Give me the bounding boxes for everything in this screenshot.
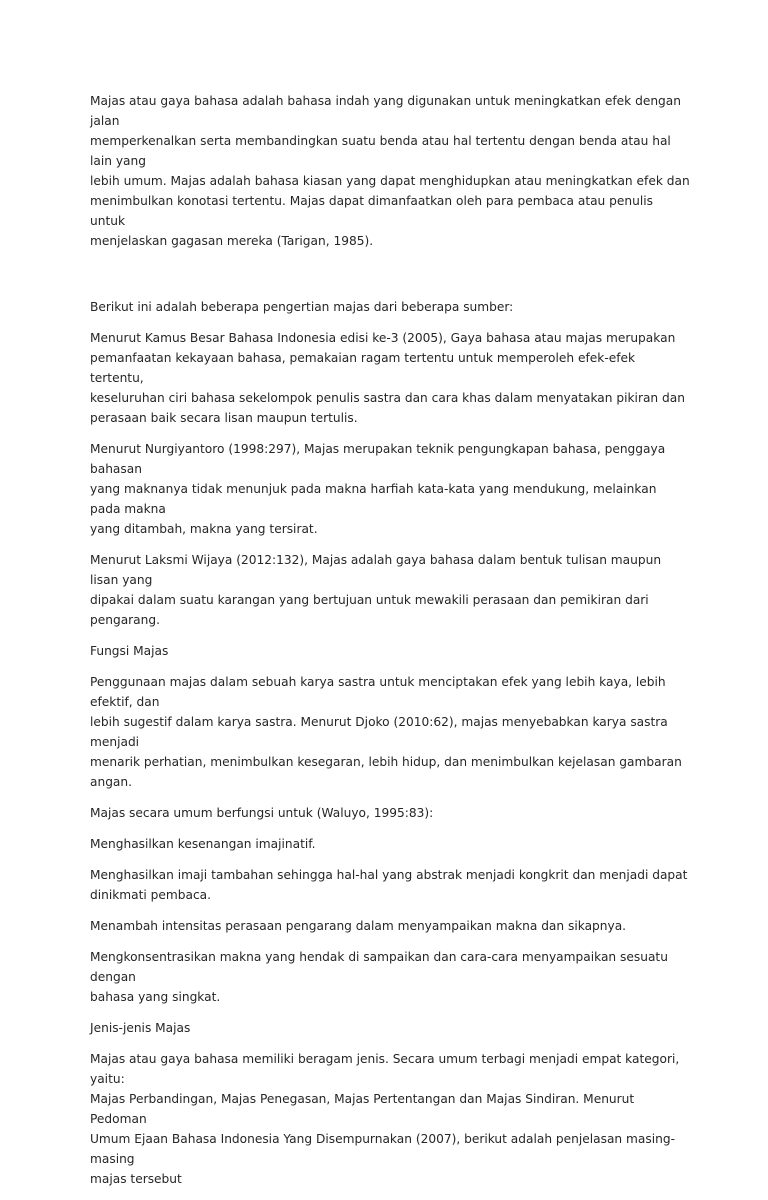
paragraph-jenis: Majas atau gaya bahasa memiliki beragam jenis. Secara umum terbagi menjadi empat kategori, yaitu: Majas Perbandingan, Majas Penegasan, Majas Pertentangan dan Majas Sindiran. Menurut Pedoman Umum Ejaan Bahasa Indonesia Yang Disempurnakan (2007), berikut adalah penjelasan masing-masing majas tersebut <box>90 1052 680 1186</box>
paragraph-function-4: Mengkonsentrasikan makna yang hendak di sampaikan dan cara-cara menyampaikan sesuatu dengan bahasa yang singkat. <box>90 950 668 1004</box>
document-page <box>90 91 690 1200</box>
paragraph-intro-sources: Berikut ini adalah beberapa pengertian majas dari beberapa sumber: <box>90 300 514 314</box>
paragraph-laksmi-wijaya: Menurut Laksmi Wijaya (2012:132), Majas adalah gaya bahasa dalam bentuk tulisan maupun lisan yang dipakai dalam suatu karangan yang bertujuan untuk mewakili perasaan dan pemikiran dari pengarang. <box>90 553 662 627</box>
paragraph-fungsi: Penggunaan majas dalam sebuah karya sastra untuk menciptakan efek yang lebih kaya, lebih efektif, dan lebih sugestif dalam karya sastra. Menurut Djoko (2010:62), majas menyebabkan karya sastra menjadi menarik perhatian, menimbulkan kesegaran, lebih hidup, dan menimbulkan kejelasan gambaran angan. <box>90 675 682 789</box>
paragraph-nurgiyantoro: Menurut Nurgiyantoro (1998:297), Majas merupakan teknik pengungkapan bahasa, penggaya bahasan yang maknanya tidak menunjuk pada makna harfiah kata-kata yang mendukung, melainkan pada makna yang ditambah, makna yang tersirat. <box>90 442 666 536</box>
paragraph-function-2: Menghasilkan imaji tambahan sehingga hal-hal yang abstrak menjadi kongkrit dan menjadi dapat dinikmati pembaca. <box>90 868 688 902</box>
heading-jenis-majas: Jenis-jenis Majas <box>90 1021 191 1035</box>
paragraph-definition: Majas atau gaya bahasa adalah bahasa indah yang digunakan untuk meningkatkan efek dengan jalan memperkenalkan serta membandingkan suatu benda atau hal tertentu dengan benda atau hal lain yang lebih umum. Majas adalah bahasa kiasan yang dapat menghidupkan atau meningkatkan efek dan menimbulkan konotasi tertentu. Majas dapat dimanfaatkan oleh para pembaca atau penulis untuk menjelaskan gagasan mereka (Tarigan, 1985). <box>90 94 690 248</box>
paragraph-waluyo: Majas secara umum berfungsi untuk (Waluyo, 1995:83): <box>90 806 434 820</box>
paragraph-function-1: Menghasilkan kesenangan imajinatif. <box>90 837 316 851</box>
heading-fungsi-majas: Fungsi Majas <box>90 644 169 658</box>
paragraph-function-3: Menambah intensitas perasaan pengarang dalam menyampaikan makna dan sikapnya. <box>90 919 627 933</box>
paragraph-kbbi: Menurut Kamus Besar Bahasa Indonesia edisi ke-3 (2005), Gaya bahasa atau majas merupakan pemanfaatan kekayaan bahasa, pemakaian ragam tertentu untuk memperoleh efek-efek tertentu, keseluruhan ciri bahasa sekelompok penulis sastra dan cara khas dalam menyatakan pikiran dan perasaan baik secara lisan maupun tertulis. <box>90 331 685 425</box>
